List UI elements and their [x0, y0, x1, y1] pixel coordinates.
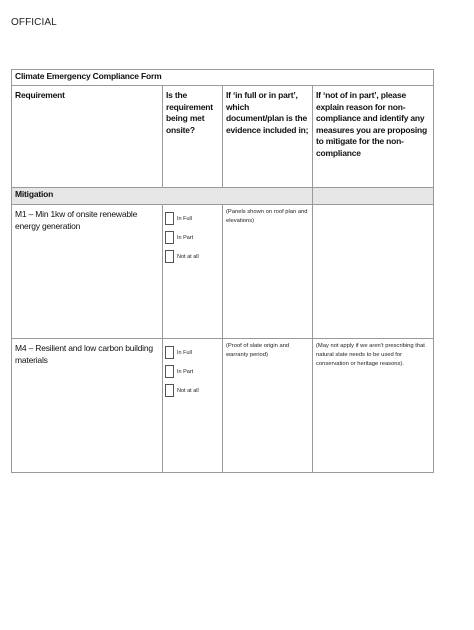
option-not-at-all[interactable] [165, 247, 220, 266]
evidence-m4[interactable]: (Proof of slate origin and warranty period) [223, 339, 313, 473]
section-spacer [313, 188, 434, 205]
form-title: Climate Emergency Compliance Form [12, 70, 434, 86]
header-requirement: Requirement [12, 86, 163, 188]
option-label: In Full [177, 215, 192, 222]
checkbox-in-full[interactable] [165, 212, 174, 225]
evidence-m1[interactable]: (Panels shown on roof plan and elevations) [223, 205, 313, 339]
form-title-row [12, 70, 434, 86]
checkbox-in-part[interactable] [165, 365, 174, 378]
option-in-part[interactable] [165, 362, 220, 381]
met-onsite-options [163, 339, 222, 400]
header-row [12, 86, 434, 188]
option-label: In Part [177, 368, 194, 375]
protective-marking: OFFICIAL [11, 17, 57, 28]
option-not-at-all[interactable] [165, 381, 220, 400]
checkbox-not-at-all[interactable] [165, 250, 174, 263]
met-onsite-cell [163, 205, 223, 339]
reason-m1[interactable] [313, 205, 434, 339]
header-evidence: If ‘in full or in part’, which document/plan is the evidence included in; [223, 86, 313, 188]
met-onsite-cell [163, 339, 223, 473]
option-label: In Part [177, 234, 194, 241]
header-non-compliance: If ‘not of in part’, please explain reason for non-compliance and identify any measures you are proposing to mitigate for the non-compliance [313, 86, 434, 188]
met-onsite-options [163, 205, 222, 266]
section-label: Mitigation [12, 188, 313, 205]
header-met-onsite: Is the requirement being met onsite? [163, 86, 223, 188]
option-label: Not at all [177, 387, 199, 394]
section-row [12, 188, 434, 205]
requirement-m1: M1 – Min 1kw of onsite renewable energy generation [12, 205, 163, 339]
table-row [12, 339, 434, 473]
reason-m4[interactable]: (May not apply if we aren’t prescribing that natural slate needs to be used for conservation or heritage reasons). [313, 339, 434, 473]
compliance-form-table [11, 69, 434, 473]
option-label: In Full [177, 349, 192, 356]
checkbox-not-at-all[interactable] [165, 384, 174, 397]
option-in-full[interactable] [165, 209, 220, 228]
option-label: Not at all [177, 253, 199, 260]
requirement-m4: M4 – Resilient and low carbon building materials [12, 339, 163, 473]
option-in-part[interactable] [165, 228, 220, 247]
table-row [12, 205, 434, 339]
option-in-full[interactable] [165, 343, 220, 362]
checkbox-in-part[interactable] [165, 231, 174, 244]
checkbox-in-full[interactable] [165, 346, 174, 359]
